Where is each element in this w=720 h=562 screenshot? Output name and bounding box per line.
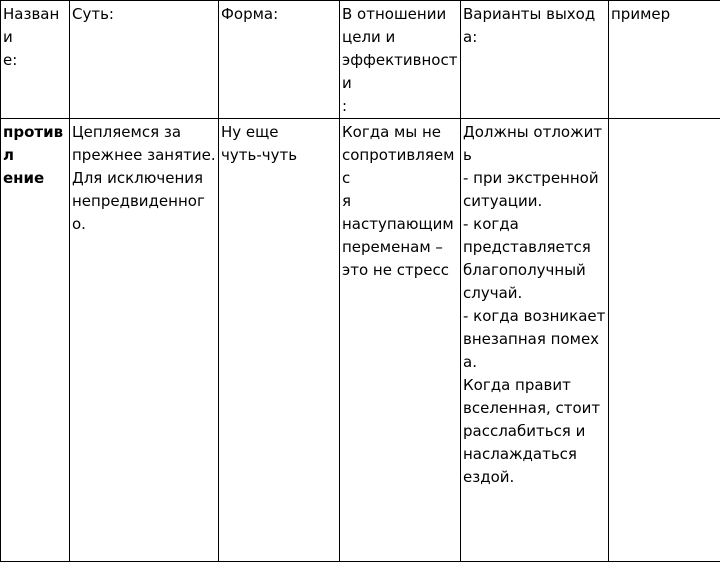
table-row	[1, 119, 720, 562]
row-form-text: Ну еще чуть-чуть	[221, 121, 337, 167]
cell-exit-options	[461, 119, 609, 562]
header-goal-efficiency-label: В отношении цели и эффективности :	[342, 3, 458, 118]
header-example-label: пример	[611, 3, 719, 26]
cell-example	[609, 119, 720, 562]
cell-essence	[70, 119, 219, 562]
cell-goal-efficiency	[340, 119, 461, 562]
row-essence-text: Цепляемся за прежнее занятие. Для исключения непредвиденного.	[72, 121, 216, 236]
header-cell-example	[609, 1, 720, 119]
header-cell-goal-efficiency	[340, 1, 461, 119]
header-cell-essence	[70, 1, 219, 119]
header-exit-options-label: Варианты выхода:	[463, 3, 606, 49]
row-goal-efficiency-text: Когда мы не сопротивляемс я наступающим переменам – это не стресс	[342, 121, 458, 282]
cell-name	[1, 119, 70, 562]
header-row	[1, 1, 720, 119]
cell-form	[219, 119, 340, 562]
row-name-text: противл ение	[3, 121, 67, 190]
header-form-label: Форма:	[221, 3, 337, 26]
header-essence-label: Суть:	[72, 3, 216, 26]
row-exit-options-text: Должны отложить - при экстренной ситуации. - когда представляется благополучный случай. - когда возникает внезапная помеха. Когда правит вселенная, стоит расслабиться и наслаждаться ездой.	[463, 121, 606, 489]
header-name-label: Названи е:	[3, 3, 67, 72]
header-cell-form	[219, 1, 340, 119]
header-cell-name	[1, 1, 70, 119]
header-cell-exit-options	[461, 1, 609, 119]
